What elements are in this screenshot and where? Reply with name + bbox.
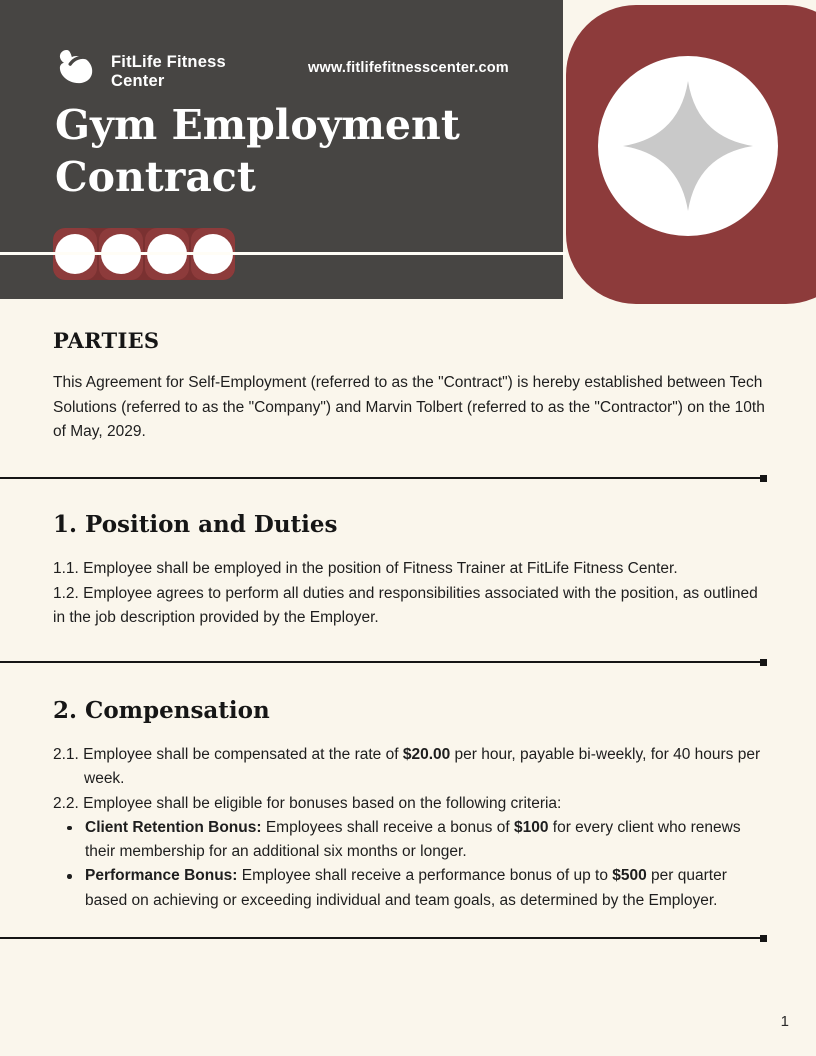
bullet-text: Employees shall receive a bonus of [261,818,514,836]
bullet-lead: Client Retention Bonus: [85,818,262,836]
clause-1-1: 1.1. Employee shall be employed in the position of Fitness Trainer at FitLife Fitness Center. [53,560,678,577]
document-title-line2: Contract [55,153,256,201]
logo [55,47,226,94]
clause-2-1-text: 2.1. Employee shall be compensated at the rate of [53,746,403,763]
parties-paragraph: This Agreement for Self-Employment (referred to as the "Contract") is hereby established between Tech Solutions (referred to as the "Company") and Marvin Tolbert (referred to as the "Contractor") on the 10th of May, 2029. [53,374,765,441]
clause-2-2: 2.2. Employee shall be eligible for bonuses based on the following criteria: [53,794,562,812]
corner-badge [566,5,816,304]
bullet-lead: Performance Bonus: [85,867,238,885]
document-title-line1: Gym Employment [55,101,460,149]
bullet-text: for every client who renews their membership for an additional six months or longer. [85,818,741,861]
logo-text [111,47,226,91]
bullet-amount: $100 [513,818,549,836]
parties-heading: PARTIES [53,328,160,353]
logo-text-line1: FitLife Fitness [111,53,226,71]
section2-heading: 2. Compensation [53,697,270,724]
website-url: www.fitlifefitnesscenter.com [308,60,509,76]
document-title [55,99,535,203]
clause-2-1-amount: $20.00 [402,746,451,763]
clause-1-2: 1.2. Employee agrees to perform all duties and responsibilities associated with the position, as outlined in the job description provided by the Employer. [53,584,758,627]
bullet-amount: $500 [612,867,647,885]
decorative-line [0,252,566,255]
clause-2-1-text: per hour, payable bi-weekly, for 40 hours per week. [84,746,761,788]
logo-text-line2: Center [111,72,165,90]
bullet-text: per quarter based on achieving or exceeding individual and team goals, as determined by the Employer. [85,867,727,909]
section-divider [0,937,764,939]
bullet-client-retention-bonus [53,816,763,865]
section1-items [53,557,765,631]
section-divider [0,661,764,663]
sparkle-star-icon [623,81,753,211]
bullet-text: Employee shall receive a performance bonus of up to [237,867,613,885]
section2-items [53,743,765,913]
section1-heading: 1. Position and Duties [53,511,338,538]
flexed-arm-icon [55,47,102,94]
badge-circle [598,56,778,236]
bonus-bullet-list [53,816,765,913]
bullet-performance-bonus [53,864,763,913]
section-divider [0,477,764,479]
page-number: 1 [780,1013,789,1030]
clause-2-1 [53,743,765,792]
